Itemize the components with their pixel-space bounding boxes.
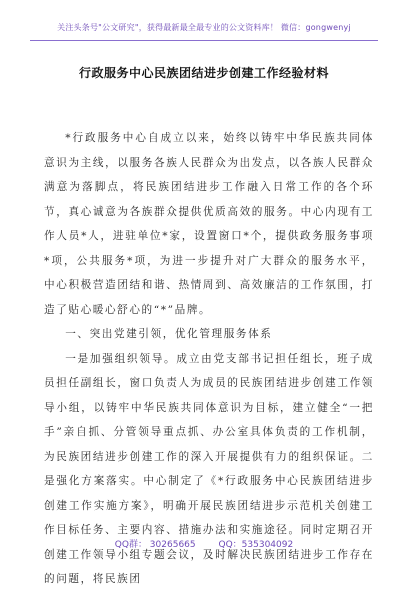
page-header [0, 0, 408, 52]
page-footer [0, 537, 408, 551]
document-body [44, 126, 374, 592]
header-divider [30, 40, 378, 41]
intro-paragraph: *行政服务中心自成立以来，始终以铸牢中华民族共同体意识为主线，以服务各族人民群众为出发点，以各族人民群众满意为落脚点，将民族团结进步工作融入日常工作的各个环节，真心诚意为各族群众提供优质高效的服务。中心内现有工作人员*人，进驻单位*家，设置窗口*个，提供政务服务事项*项，公共服务*项，为进一步提升对广大群众的服务水平，中心积极营造团结和谐、热情周到、高效廉洁的工作氛围，打造了贴心暖心舒心的“*”品牌。 [44, 132, 374, 316]
footer-qq-group: QQ群： 30265665 [114, 540, 196, 550]
document-title: 行政服务中心民族团结进步创建工作经验材料 [78, 66, 329, 80]
footer-qq: QQ：535304092 [218, 540, 294, 550]
header-promo-text: 关注头条号"公文研究"，获得最新最全最专业的公文资料库！ 微信：gongwenyj [57, 23, 351, 32]
section-heading: 一、突出党建引领，优化管理服务体系 [65, 328, 273, 340]
body-paragraph: 一是加强组织领导。成立由党支部书记担任组长，班子成员担任副组长，窗口负责人为成员的民族团结进步创建工作领导小组，以铸牢中华民族共同体意识为目标，建立健全“一把手”亲自抓、分管领导重点抓、办公室具体负责的工作机制，为民族团结进步创建工作的深入开展提供有力的组织保证。二是强化方案落实。中心制定了《*行政服务中心民族团结进步创建工作实施方案》，明确开展民族团结进步示范机关创建工作目标任务、主要内容、措施办法和实施途径。同时定期召开创建工作领导小组专题会议，及时解决民族团结进步工作存在的问题，将民族团 [44, 352, 374, 585]
